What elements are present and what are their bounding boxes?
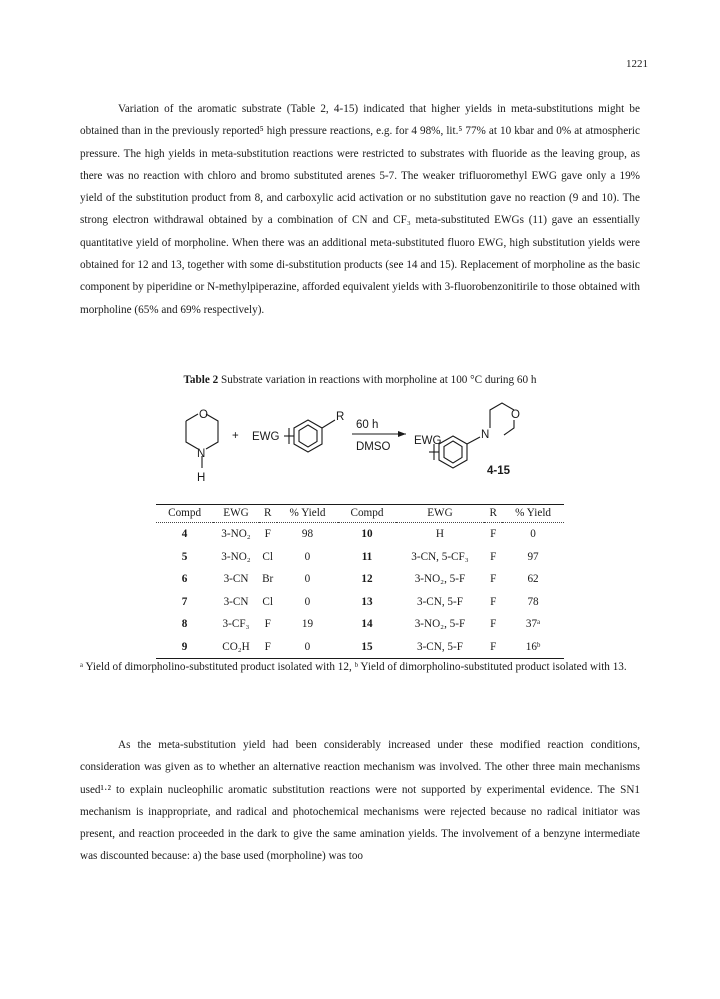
table-header-row — [156, 505, 564, 523]
product-nitrogen-label: N — [481, 429, 490, 441]
table-cell: H — [435, 528, 445, 541]
table-cell: 13 — [361, 595, 373, 608]
morpholine-hydrogen-label: H — [197, 472, 206, 484]
table-cell: 7 — [181, 595, 188, 608]
table-caption — [0, 374, 720, 386]
table-cell: 5 — [181, 550, 188, 563]
table-cell: 9 — [156, 636, 213, 659]
table-cell: CO₂H — [213, 636, 259, 659]
table-cell: F — [490, 550, 497, 563]
header-yield-2: % Yield — [502, 505, 564, 523]
table-cell: 97 — [527, 550, 539, 563]
header-compd: Compd — [156, 505, 213, 523]
table-cell: Cl — [262, 550, 273, 563]
table-cell: 3-CN, 5-CF₃ — [411, 550, 469, 563]
header-ewg-2: EWG — [396, 505, 485, 523]
table-cell: 78 — [527, 595, 539, 608]
body-paragraph-1: Variation of the aromatic substrate (Table 2, 4-15) indicated that higher yields in meta-substitutions might be obtained than in the previously reported⁵ high pressure reactions, e.g. for 4 98%, lit.⁵ 77% at 10 kbar and 0% at atmospheric pressure. The high yields in meta-substitution reactions were restricted to substrates with fluoride as the leaving group, as there was no reaction with chloro and bromo substituted arenes 5-7. The weaker trifluoromethyl EWG gave only a 19% yield of the substitution product from 8, and carboxylic acid activation or no substitution gave no reaction (9 and 10). The strong electron withdrawal obtained by a combination of CN and CF₃ meta-substituted EWGs (11) gave an essentially quantitative yield of morpholine. When there was an additional meta-substituted fluoro EWG, high substitution yields were obtained for 12 and 13, together with some di-substitution products (see 14 and 15). Replacement of morpholine as the basic component by piperidine or N-methylpiperazine, afforded equivalent yields with 3-fluorobenzonitirile to those obtained with morpholine (65% and 69% respectively). — [80, 103, 640, 316]
morpholine-oxygen-label: O — [199, 409, 208, 421]
table-cell: 3-CN, 5-F — [416, 595, 463, 608]
table-row — [156, 568, 564, 591]
product-structure — [429, 403, 514, 468]
table-cell: 14 — [361, 618, 373, 631]
table-cell: 62 — [527, 573, 539, 586]
body-paragraph-2: As the meta-substitution yield had been considerably increased under these modified reaction conditions, consideration was given as to whether an alternative reaction mechanism was involved. The other three main mechanisms used¹·² to explain nucleophilic aromatic substitution reactions were not supported by experimental evidence. The SN1 mechanism is inappropriate, and radical and photochemical mechanisms were rejected because no radical initiator was present, and reaction proceeded in the dark to give the same amination yields. The involvement of a benzyne intermediate was discounted because: a) the base used (morpholine) was too — [80, 739, 640, 863]
header-r-2: R — [484, 505, 502, 523]
header-compd-2: Compd — [338, 505, 395, 523]
table-footnote: ᵃ Yield of dimorpholino-substituted product isolated with 12, ᵇ Yield of dimorpholino-substituted product isolated with 13. — [80, 661, 627, 673]
table-cell: 0 — [304, 573, 311, 586]
plus-sign: + — [232, 430, 239, 442]
table-cell: F — [490, 595, 497, 608]
table-cell: 37ᵃ — [525, 618, 541, 631]
table-cell: 16ᵇ — [502, 636, 564, 659]
table-cell: 0 — [277, 636, 339, 659]
table-row — [156, 591, 564, 614]
table-cell: 3-NO₂ — [221, 550, 251, 563]
table-cell: 3-CF₃ — [222, 618, 250, 631]
table-row — [156, 523, 564, 546]
conditions-time: 60 h — [356, 419, 379, 431]
table-caption-text: Substrate variation in reactions with morpholine at 100 °C during 60 h — [221, 374, 537, 386]
table-cell: 10 — [361, 528, 373, 541]
substrate-r-label: R — [336, 411, 345, 423]
arene-substrate-structure — [284, 420, 335, 452]
table-cell: F — [259, 636, 277, 659]
morpholine-nitrogen-label: N — [197, 448, 206, 460]
table-cell: 3-NO₂ — [221, 528, 251, 541]
product-oxygen-label: O — [511, 409, 520, 421]
table-cell: Cl — [262, 595, 273, 608]
table-row — [156, 546, 564, 569]
table-cell: 4 — [181, 528, 188, 541]
table-cell: 15 — [338, 636, 395, 659]
reaction-arrowhead — [398, 431, 406, 437]
table-cell: 0 — [304, 595, 311, 608]
table-cell: 3-CN, 5-F — [396, 636, 485, 659]
table-cell: F — [490, 573, 497, 586]
substrate-ewg-label: EWG — [252, 431, 280, 443]
table-cell: 0 — [304, 550, 311, 563]
table-caption-label: Table 2 — [183, 374, 219, 386]
table-cell: 8 — [181, 618, 188, 631]
product-compound-label: 4-15 — [487, 465, 511, 477]
table-cell: 98 — [301, 528, 314, 541]
header-r: R — [259, 505, 277, 523]
table-cell: F — [264, 618, 271, 631]
table-row — [156, 613, 564, 636]
table-cell: 3-CN — [223, 573, 249, 586]
table-cell: F — [264, 528, 271, 541]
header-yield: % Yield — [277, 505, 339, 523]
table-cell: F — [490, 528, 497, 541]
page-number: 1221 — [626, 58, 648, 70]
table-cell: 6 — [181, 573, 188, 586]
reaction-scheme — [160, 398, 560, 506]
table-cell: F — [490, 618, 497, 631]
table-cell: 19 — [301, 618, 314, 631]
conditions-solvent: DMSO — [356, 441, 391, 453]
product-ewg-label: EWG — [414, 435, 442, 447]
table-cell: F — [484, 636, 502, 659]
table-cell: 3-NO₂, 5-F — [414, 618, 466, 631]
table-cell: 12 — [361, 573, 373, 586]
table-cell: Br — [262, 573, 274, 586]
table-cell: 0 — [530, 528, 536, 541]
table-cell: 3-CN — [223, 595, 249, 608]
header-ewg: EWG — [213, 505, 259, 523]
table-cell: 11 — [361, 550, 373, 563]
table-cell: 3-NO₂, 5-F — [414, 573, 466, 586]
substrate-table — [156, 504, 564, 659]
